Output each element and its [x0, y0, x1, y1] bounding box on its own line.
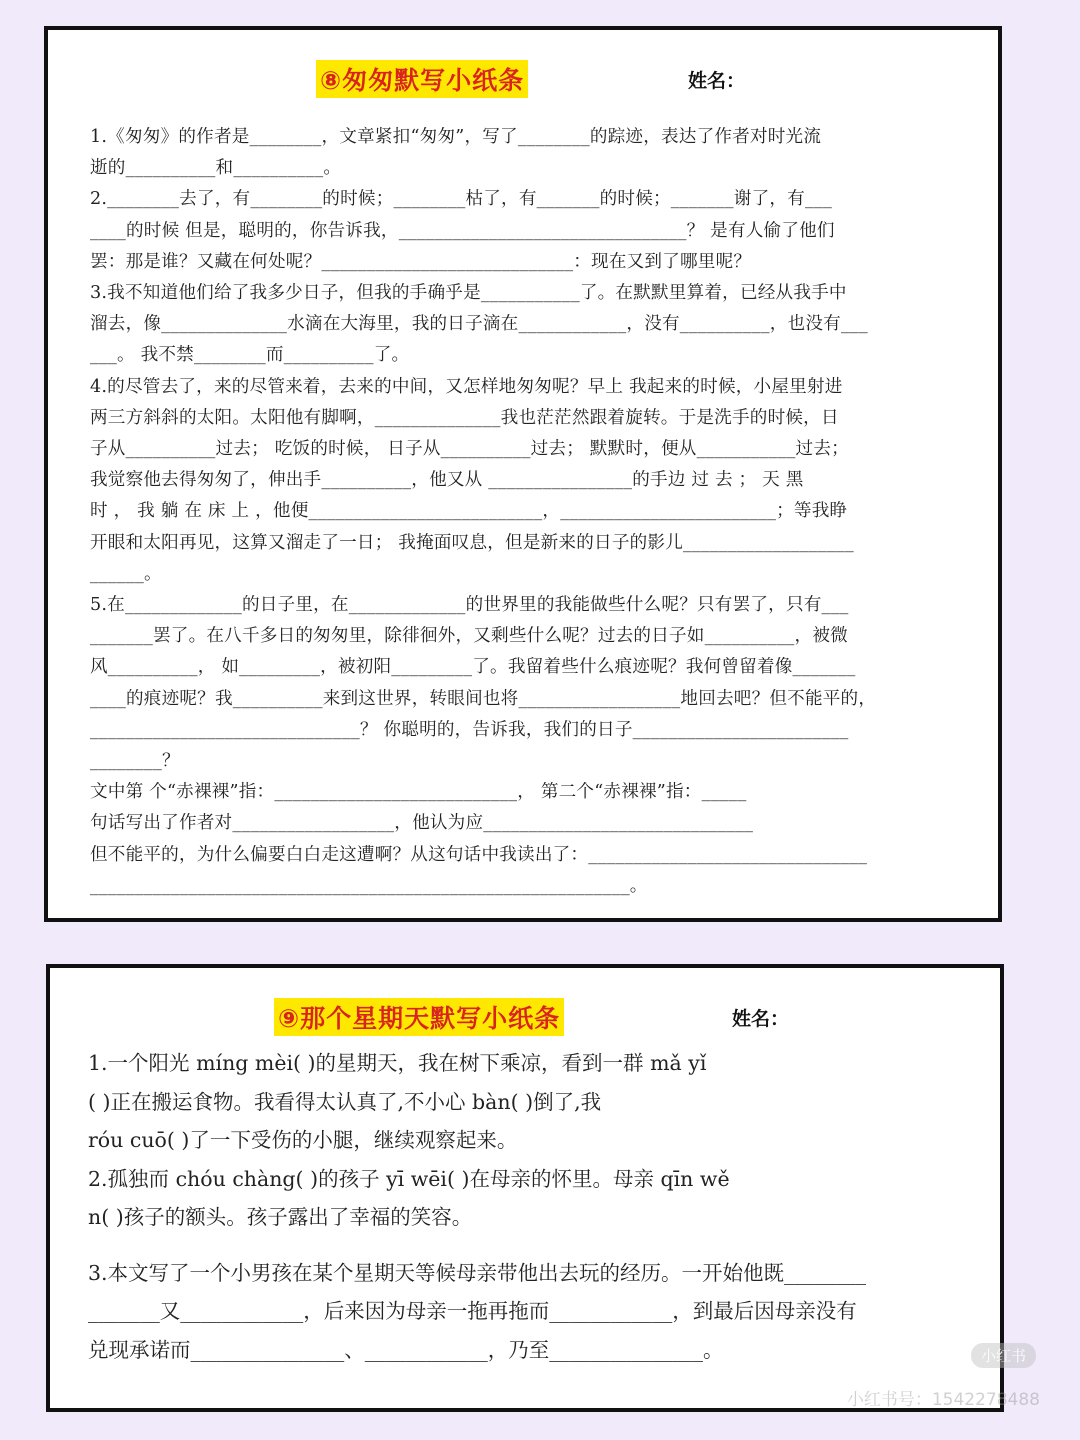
- worksheet-2-name-label: 姓名：: [732, 1008, 790, 1030]
- worksheet-1-name-label: 姓名：: [688, 70, 746, 92]
- text-line: ____________________________________________________________。: [90, 875, 648, 896]
- worksheet-1-body: [90, 122, 974, 902]
- text-line: _______罢了。在八千多日的匆匆里，除徘徊外，又剩些什么呢？过去的日子如__________，被微: [90, 626, 848, 647]
- text-line: 文中第 个“赤裸裸”指：___________________________， 第二个“赤裸裸”指：_____: [90, 782, 747, 803]
- worksheet-1: [44, 26, 1002, 922]
- text-line: ________？: [90, 751, 180, 772]
- text-line: 兑现承诺而_______________、____________，乃至_______________。: [88, 1337, 724, 1362]
- paragraph-gap: [88, 1237, 998, 1254]
- text-line: 句话写出了作者对__________________，他认为应______________________________: [90, 813, 754, 834]
- worksheet-1-header: [48, 30, 998, 95]
- watermark-badge: 小红书: [971, 1343, 1036, 1368]
- worksheet-2: [46, 964, 1004, 1412]
- text-line: ____的痕迹呢？我__________来到这世界，转眼间也将__________________地回去吧？但不能平的，: [90, 688, 877, 709]
- text-line: ______。: [90, 563, 162, 584]
- text-line: n( )孩子的额头。孩子露出了幸福的笑容。: [88, 1205, 473, 1229]
- text-line: 4.的尽管去了，来的尽管来着，去来的中间，又怎样地匆匆呢？早上 我起来的时候，小屋里射进: [90, 376, 843, 397]
- text-line: 3.本文写了一个小男孩在某个星期天等候母亲带他出去玩的经历。一开始他既________: [88, 1260, 867, 1285]
- text-line: 5.在_____________的日子里，在_____________的世界里的我能做些什么呢？只有罢了，只有___: [90, 595, 849, 616]
- text-line: 逝的__________和__________。: [90, 158, 342, 179]
- text-line: 1.一个阳光 míng mèi( )的星期天，我在树下乘凉，看到一群 mǎ yǐ: [88, 1051, 707, 1075]
- text-line: 2.孤独而 chóu chàng( )的孩子 yī wēi( )在母亲的怀里。母亲 qīn wě: [88, 1166, 730, 1191]
- watermark-text: 小红书号：1542278488: [846, 1390, 1040, 1410]
- text-line: 1.《匆匆》的作者是________，文章紧扣“匆匆”，写了________的踪迹，表达了作者对时光流: [90, 127, 822, 147]
- text-line: _______又____________，后来因为母亲一拖再拖而____________，到最后因母亲没有: [88, 1299, 857, 1323]
- text-line: 溜去，像______________水滴在大海里，我的日子滴在____________，没有__________，也没有___: [90, 314, 868, 335]
- text-line: 子从__________过去； 吃饭的时候， 日子从__________过去； 默默时，便从___________过去；: [90, 439, 849, 460]
- text-line: ______________________________？ 你聪明的，告诉我，我们的日子________________________: [90, 719, 849, 740]
- text-line: 两三方斜斜的太阳。太阳他有脚啊，______________我也茫茫然跟着旋转。于是洗手的时候，日: [90, 407, 839, 428]
- text-line: 3.我不知道他们给了我多少日子，但我的手确乎是___________了。在默默里算着，已经从我手中: [90, 283, 847, 304]
- text-line: ____的时候 但是，聪明的，你告诉我，________________________________？ 是有人偷了他们: [90, 220, 835, 241]
- text-line: ___。 我不禁________而__________了。: [90, 345, 410, 366]
- text-line: ( )正在搬运食物。我看得太认真了,不小心 bàn( )倒了,我: [88, 1089, 602, 1114]
- text-line: 罢：那是谁？又藏在何处呢？____________________________：现在又到了哪里呢？: [90, 251, 752, 272]
- text-line: 我觉察他去得匆匆了，伸出手__________，他又从 ________________的手边 过 去 ； 天 黑: [90, 470, 804, 491]
- worksheet-1-title: ⑧匆匆默写小纸条: [316, 60, 528, 98]
- worksheet-2-body: [88, 1044, 998, 1369]
- text-line: 2.________去了，有________的时候；________枯了，有_______的时候；_______谢了，有___: [90, 189, 832, 210]
- text-line: 但不能平的，为什么偏要白白走这遭啊？从这句话中我读出了：_______________________________: [90, 844, 868, 865]
- text-line: 风__________， 如_________，被初阳_________了。我留着些什么痕迹呢？我何曾留着像_______: [90, 657, 856, 678]
- worksheet-2-title: ⑨那个星期天默写小纸条: [274, 998, 564, 1036]
- text-line: róu cuō( )了一下受伤的小腿，继续观察起来。: [88, 1128, 518, 1152]
- worksheet-2-header: [50, 968, 1000, 1033]
- text-line: 时 ， 我 躺 在 床 上 ，他便__________________________，________________________；等我睁: [90, 501, 848, 522]
- text-line: 开眼和太阳再见，这算又溜走了一日； 我掩面叹息，但是新来的日子的影儿___________________: [90, 532, 854, 553]
